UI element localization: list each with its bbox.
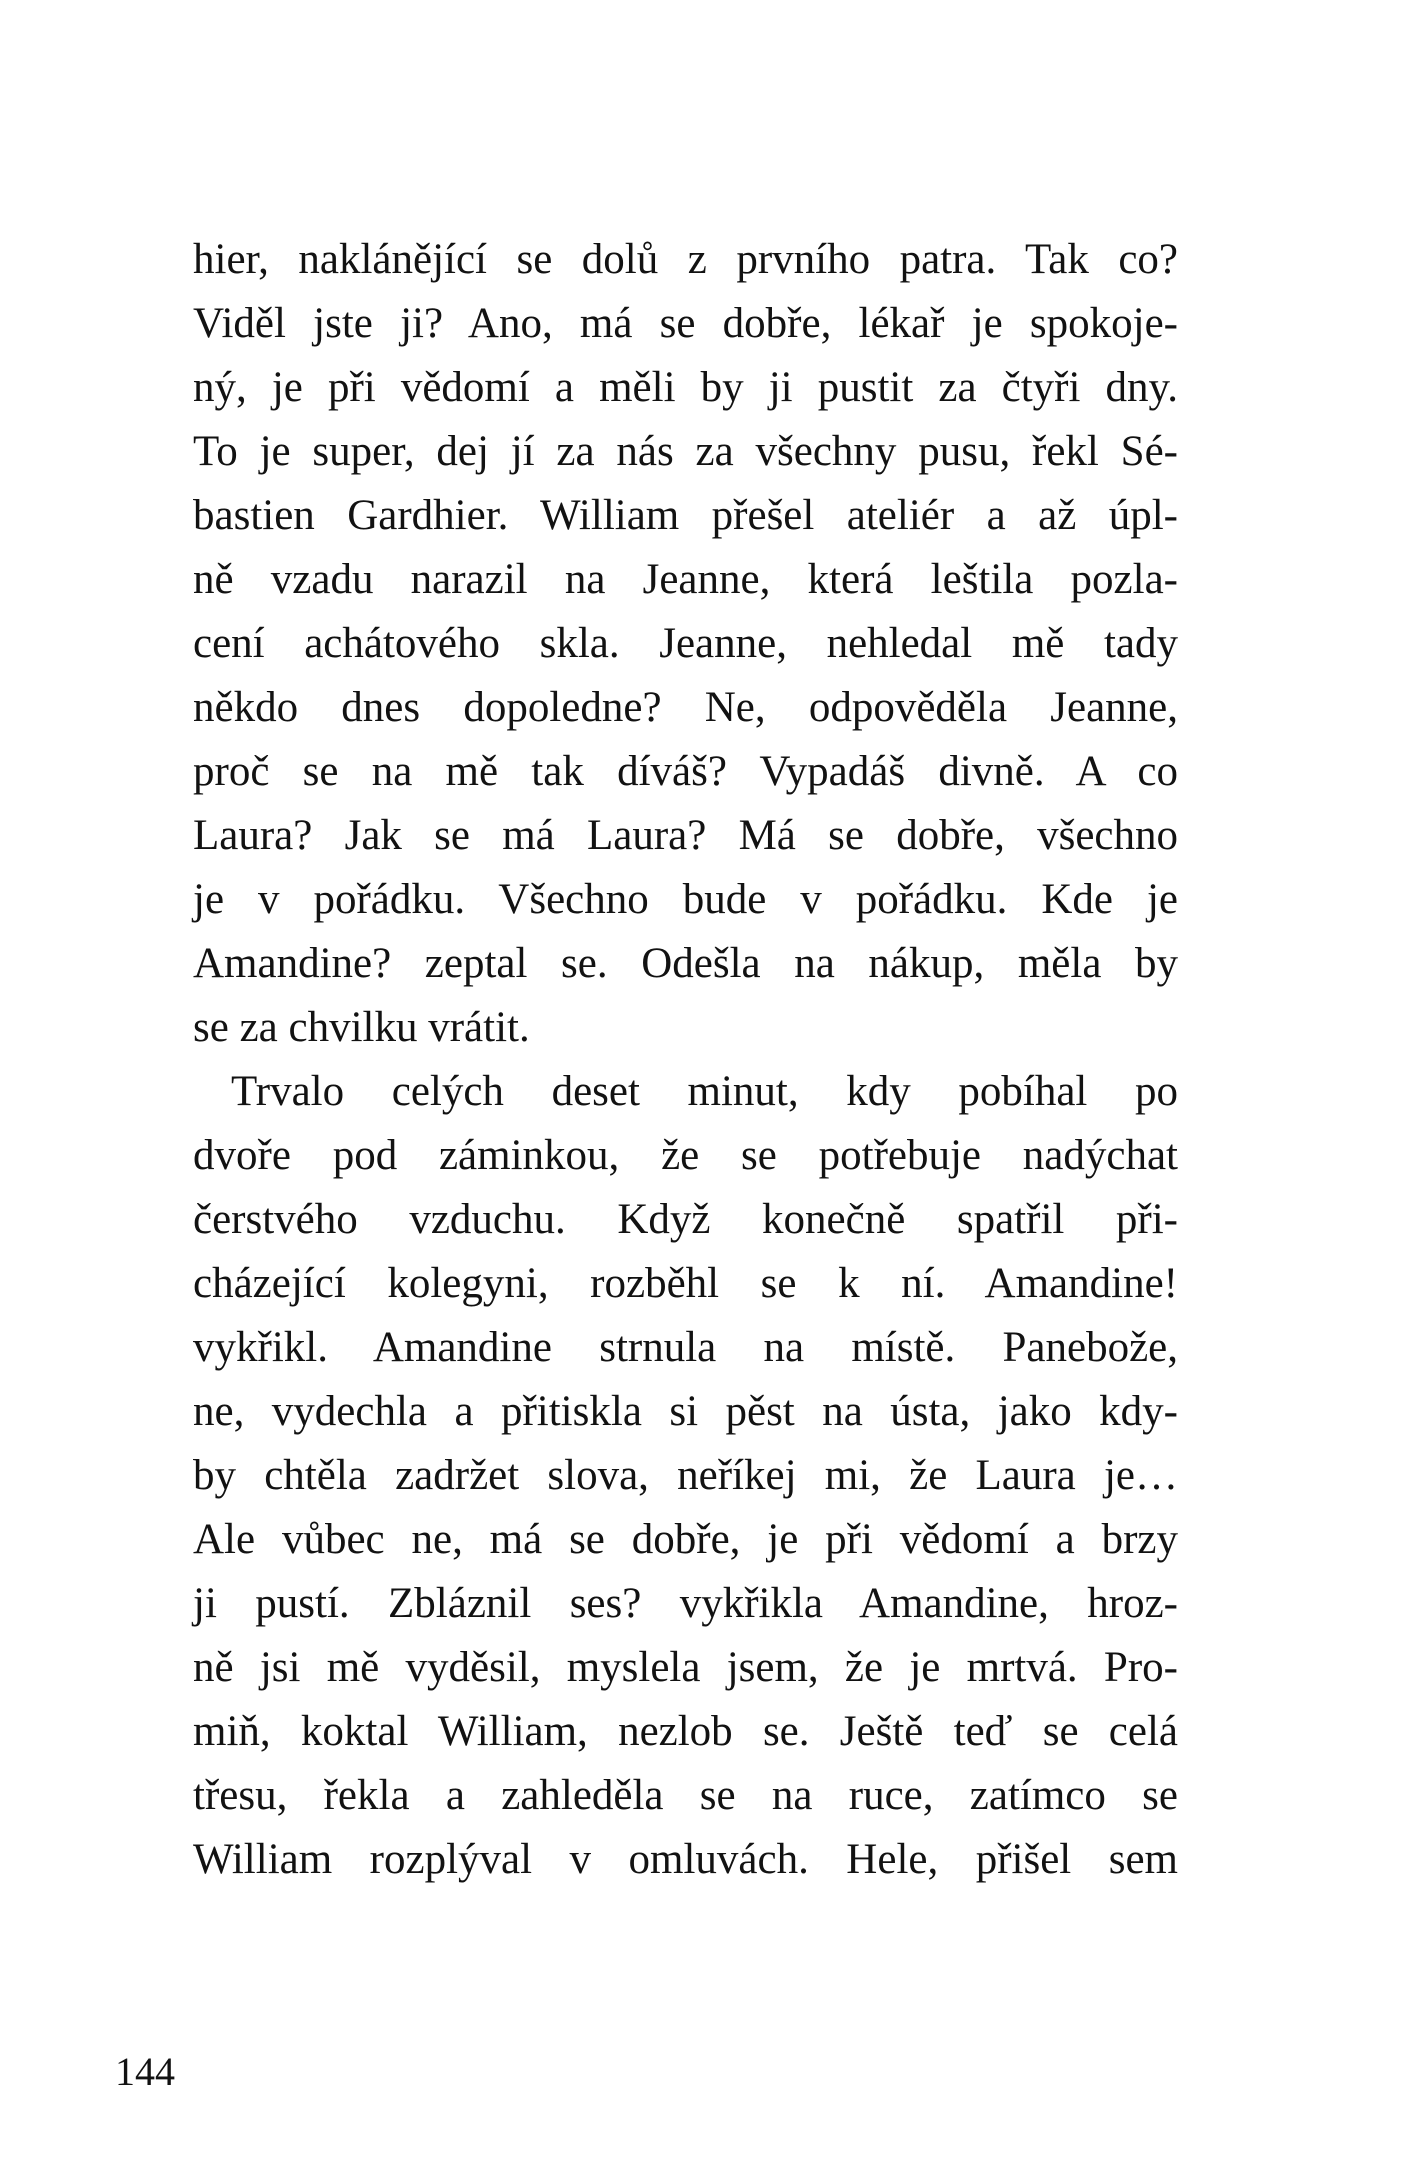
text-line: Laura? Jak se má Laura? Má se dobře, všechno [193,812,1178,859]
text-line: hier, naklánějící se dolů z prvního patra. Tak co? [193,236,1178,283]
text-line: To je super, dej jí za nás za všechny pusu, řekl Sé- [193,428,1178,475]
text-line: ně vzadu narazil na Jeanne, která leštila pozla- [193,556,1178,603]
body-text [193,228,1178,1892]
text-line: ný, je při vědomí a měli by ji pustit za čtyři dny. [193,364,1178,411]
text-line: Viděl jste ji? Ano, má se dobře, lékař je spokoje- [193,300,1178,347]
text-line: proč se na mě tak díváš? Vypadáš divně. A co [193,748,1178,795]
text-line: William rozplýval v omluvách. Hele, přišel sem [193,1836,1178,1883]
text-line: miň, koktal William, nezlob se. Ještě teď se celá [193,1708,1178,1755]
page-number: 144 [115,2049,175,2094]
text-line: se za chvilku vrátit. [193,1004,530,1051]
text-line: někdo dnes dopoledne? Ne, odpověděla Jeanne, [193,684,1178,731]
text-line: třesu, řekla a zahleděla se na ruce, zatímco se [193,1772,1178,1819]
text-line: Ale vůbec ne, má se dobře, je při vědomí a brzy [193,1516,1178,1563]
text-line: cházející kolegyni, rozběhl se k ní. Amandine! [193,1260,1178,1307]
text-line: ne, vydechla a přitiskla si pěst na ústa, jako kdy- [193,1388,1178,1435]
text-line: čerstvého vzduchu. Když konečně spatřil při- [193,1196,1178,1243]
text-line: bastien Gardhier. William přešel ateliér a až úpl- [193,492,1178,539]
text-line: ně jsi mě vyděsil, myslela jsem, že je mrtvá. Pro- [193,1644,1178,1691]
text-line: cení achátového skla. Jeanne, nehledal mě tady [193,620,1178,667]
text-line: Amandine? zeptal se. Odešla na nákup, měla by [193,940,1178,987]
text-line: vykřikl. Amandine strnula na místě. Panebože, [193,1324,1178,1371]
text-line: ji pustí. Zbláznil ses? vykřikla Amandine, hroz- [193,1580,1178,1627]
text-line: by chtěla zadržet slova, neříkej mi, že Laura je… [193,1452,1178,1499]
text-line: dvoře pod záminkou, že se potřebuje nadýchat [193,1132,1178,1179]
text-line: Trvalo celých deset minut, kdy pobíhal po [231,1068,1178,1115]
text-line: je v pořádku. Všechno bude v pořádku. Kde je [193,876,1178,923]
